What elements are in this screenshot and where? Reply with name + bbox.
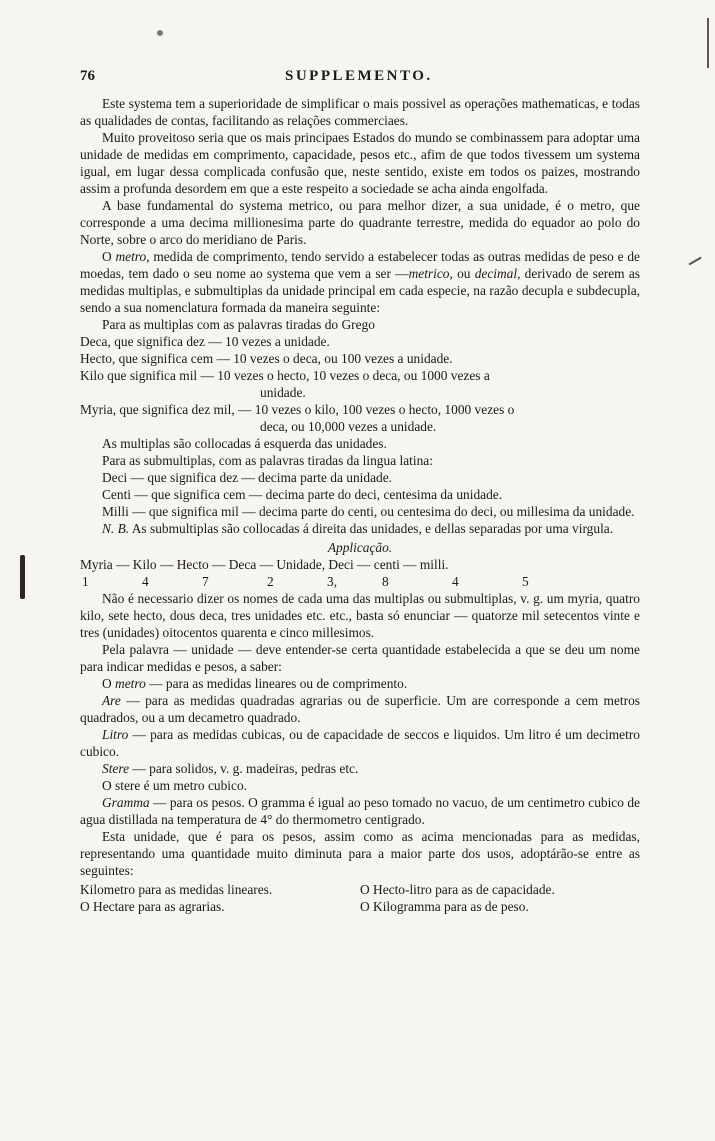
term-gramma: Gramma — [102, 795, 150, 810]
digit: 1 — [82, 574, 89, 589]
page-header — [80, 68, 640, 88]
list-item: O Hecto-litro para as de capacidade. — [360, 882, 555, 897]
unit-gramma — [80, 794, 640, 828]
page-number: 76 — [80, 68, 95, 84]
milli-line: Milli — que significa mil — decima parte do centi, ou centesima do deci, ou millesima da unidade. — [102, 504, 635, 519]
text-run: — para as medidas quadradas agrarias ou de superficie. Um are corresponde a cem metros quadrados, ou a um decametro quadrado. — [80, 693, 640, 725]
term-metro: metro — [115, 676, 146, 691]
final-list-right — [360, 881, 640, 915]
list-item: O Kilogramma para as de peso. — [360, 899, 529, 914]
hecto-line: Hecto, que significa cem — 10 vezes o deca, ou 100 vezes a unidade. — [80, 351, 453, 366]
applicacao-heading: Applicação. — [327, 540, 393, 555]
paragraph: Pela palavra — unidade — deve entender-se certa quantidade estabelecida a que se deu um nome para indicar medidas e pesos, a saber: — [80, 642, 640, 674]
term-decimal: decimal — [474, 266, 518, 281]
deci-line: Deci — que significa dez — decima parte da unidade. — [102, 470, 393, 485]
page-edge-mark — [707, 18, 709, 68]
digit: 8 — [382, 574, 389, 589]
myria-line: Myria, que significa dez mil, — 10 vezes o kilo, 100 vezes o hecto, 1000 vezes o — [80, 402, 515, 417]
paragraph: Este systema tem a superioridade de simplificar o mais possivel as operações mathematicas, e todas as qualidades de contas, facilitando as relações commerciaes. — [80, 96, 640, 128]
running-title: SUPPLEMENTO. — [285, 68, 433, 84]
centi-line: Centi — que significa cem — decima parte do deci, centesima da unidade. — [102, 487, 503, 502]
binding-shadow — [20, 555, 25, 599]
submultiples-intro: Para as submultiplas, com as palavras tiradas da lingua latina: — [102, 453, 433, 468]
text-run: , ou — [449, 266, 475, 281]
text-run: — para as medidas cubicas, ou de capacidade de seccos e liquidos. Um litro é um decimetro cubico. — [80, 727, 640, 759]
stere-note: O stere é um metro cubico. — [102, 778, 248, 793]
text-run: , derivado de serem as medidas multiplas, e submultiplas da unidade principal em cada especie, na razão decupla e subdecupla, sendo a sua nomenclatura formada da maneira seguinte: — [80, 266, 640, 315]
paragraph: Muito proveitoso seria que os mais principaes Estados do mundo se combinassem para adoptar uma unidade de medidas em comprimento, capacidade, pesos etc., afim de que todos tivessem um systema igual, em lugar dessa complicada confusão que, neste sentido, existe em todos os paizes, mostrando assim a profunda desordem em que a este respeito a sociedade se acha ainda engolfada. — [80, 130, 640, 196]
multiples-intro: Para as multiplas com as palavras tiradas do Grego — [102, 317, 375, 332]
nb-text: As submultiplas são collocadas á direita das unidades, e dellas separadas por uma virgula. — [129, 521, 614, 536]
multiples-placement: As multiplas são collocadas á esquerda das unidades. — [102, 436, 387, 451]
units-line: Myria — Kilo — Hecto — Deca — Unidade, Deci — centi — milli. — [80, 557, 449, 572]
text-run: , medida de comprimento, tendo servido a estabelecer todas as outras medidas de peso e de moedas, tem dado o seu nome ao systema que vem a ser — — [80, 249, 640, 281]
ink-speck — [157, 30, 163, 36]
term-are: Are — [102, 693, 121, 708]
text-run: O — [102, 249, 116, 264]
final-list-left — [80, 881, 360, 915]
digit: 7 — [202, 574, 209, 589]
closing-paragraph: Esta unidade, que é para os pesos, assim como as acima mencionadas para as medidas, representando uma quantidade muito diminuta para a maior parte dos usos, adoptárão-se entre as seguintes: — [80, 829, 640, 878]
digit: 4 — [452, 574, 459, 589]
digit: 2 — [267, 574, 274, 589]
text-run: — para os pesos. O gramma é igual ao peso tomado no vacuo, de um centimetro cubico de agua distillada na temperatura de 4° do thermometro centigrado. — [80, 795, 640, 827]
term-litro: Litro — [102, 727, 129, 742]
nb-label: N. B. — [102, 521, 130, 536]
metro-paragraph — [80, 248, 640, 316]
term-metro: metro — [115, 249, 147, 264]
margin-pencil-mark — [689, 257, 702, 265]
text-run: — para solidos, v. g. madeiras, pedras etc. — [129, 761, 359, 776]
unit-litro — [80, 726, 640, 760]
text-run: — para as medidas lineares ou de comprimento. — [145, 676, 408, 691]
kilo-line-cont: unidade. — [260, 385, 306, 400]
nota-bene — [80, 520, 640, 537]
unit-are — [80, 692, 640, 726]
digit: 3, — [327, 574, 338, 589]
unit-metro — [80, 675, 640, 692]
body-text — [80, 95, 640, 915]
paragraph: Não é necessario dizer os nomes de cada uma das multiplas ou submultiplas, v. g. um myria, quatro kilo, sete hecto, dous deca, tres unidades etc. etc., basta só enunciar — quatorze mil setecentos vinte e tres (unidades) oitocentos quarenta e cinco millesimos. — [80, 591, 640, 640]
list-item: Kilometro para as medidas lineares. — [80, 882, 273, 897]
final-list — [80, 881, 640, 915]
deca-line: Deca, que significa dez — 10 vezes a unidade. — [80, 334, 330, 349]
digit: 5 — [522, 574, 529, 589]
kilo-line: Kilo que significa mil — 10 vezes o hecto, 10 vezes o deca, ou 1000 vezes a — [80, 368, 490, 383]
paragraph: A base fundamental do systema metrico, ou para melhor dizer, a sua unidade, é o metro, que corresponde a uma decima millionesima parte do quadrante terrestre, medida do equador ao polo do Norte, sobre o arco do meridiano de Paris. — [80, 198, 640, 247]
text-run: O — [102, 676, 116, 691]
myria-line-cont: deca, ou 10,000 vezes a unidade. — [260, 419, 437, 434]
unit-stere — [80, 760, 640, 777]
term-metrico: metrico — [408, 266, 450, 281]
list-item: O Hectare para as agrarias. — [80, 899, 225, 914]
digit: 4 — [142, 574, 149, 589]
digits-row — [80, 573, 640, 590]
term-stere: Stere — [102, 761, 130, 776]
